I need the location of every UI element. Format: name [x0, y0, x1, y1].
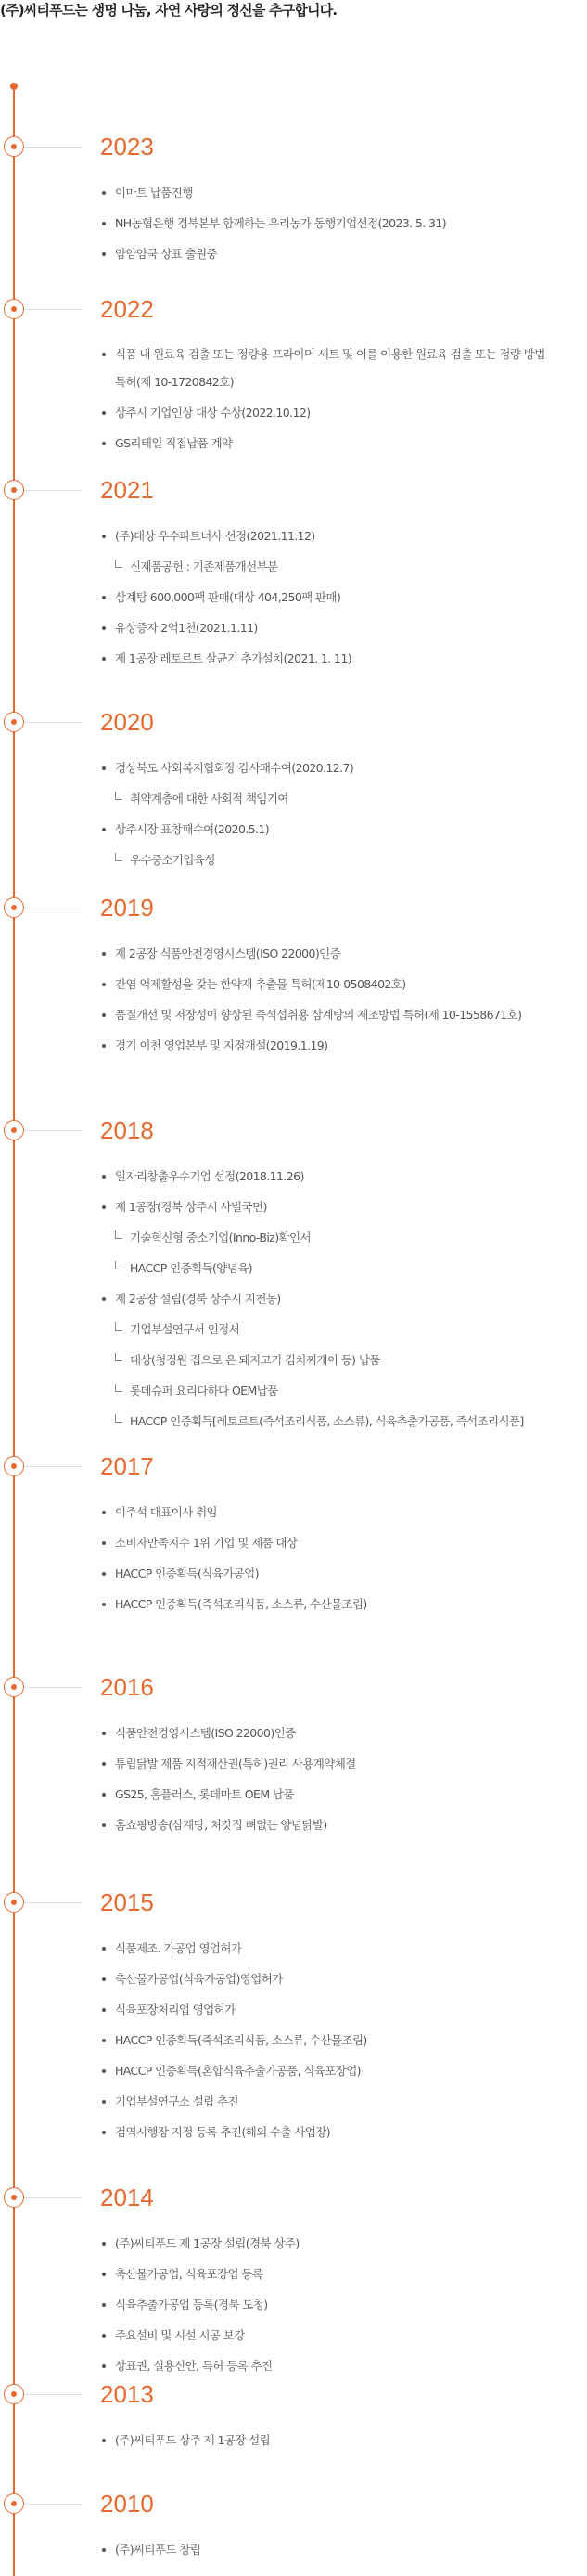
timeline-sub-entry [0, 1351, 587, 1369]
year-label: 2018 [100, 1116, 154, 1144]
timeline-entry [0, 1755, 587, 1772]
sub-item-arrow-icon [115, 1384, 122, 1392]
timeline-sub-entry [0, 1320, 587, 1338]
year-marker-icon [4, 2187, 24, 2208]
timeline-entry [0, 527, 587, 545]
timeline-entry [0, 1565, 587, 1582]
bullet-icon [102, 2242, 106, 2246]
timeline-entry [0, 2357, 587, 2375]
bullet-icon [102, 191, 106, 195]
bullet-icon [102, 1297, 106, 1301]
year-connector [24, 2394, 82, 2395]
bullet-icon [102, 2303, 106, 2307]
bullet-icon [102, 411, 106, 415]
year-connector [24, 2197, 82, 2198]
bullet-icon [102, 626, 106, 630]
bullet-icon [102, 1793, 106, 1797]
timeline-entry-text: 검역시행장 지정 등록 추진(해외 수출 사업장) [115, 2125, 330, 2139]
timeline-entry [0, 820, 587, 838]
year-label: 2010 [100, 2490, 154, 2518]
timeline-entry-text: HACCP 인증획득(혼합식육추출가공품, 식육포장업) [115, 2064, 361, 2078]
bullet-icon [102, 1762, 106, 1766]
sub-item-arrow-icon [115, 1322, 122, 1331]
sub-item-arrow-icon [115, 1230, 122, 1239]
timeline-entry-text: (주)씨티푸드 창립 [115, 2543, 201, 2557]
bullet-icon [102, 983, 106, 986]
timeline-entry [0, 1167, 587, 1185]
bullet-icon [102, 657, 106, 661]
timeline-entry-text: 유상증자 2억1천(2021.1.11) [115, 621, 258, 635]
year-entry-list [0, 759, 587, 882]
timeline-entry-text: 홈쇼핑방송(삼계탕, 처갓집 뼈없는 양념닭발) [115, 1818, 327, 1832]
year-connector [24, 1902, 82, 1903]
year-connector [24, 1466, 82, 1467]
year-connector [24, 490, 82, 491]
page-headline: (주)씨티푸드는 생명 나눔, 자연 사랑의 정신을 추구합니다. [0, 2, 338, 19]
year-entry-list [0, 945, 587, 1067]
timeline-sub-entry-text: 롯데슈퍼 요리다하다 OEM납품 [130, 1384, 278, 1397]
timeline-entry-text: 식품안전경영시스템(ISO 22000)인증 [115, 1726, 296, 1740]
bullet-icon [102, 252, 106, 256]
bullet-icon [102, 1977, 106, 1981]
timeline-entry [0, 2265, 587, 2283]
timeline-entry-text: (주)대상 우수파트너사 선정(2021.11.12) [115, 529, 315, 543]
year-entry-list [0, 2235, 587, 2388]
timeline-entry-text: 제 2공장 식품안전경영시스템(ISO 22000)인증 [115, 947, 341, 960]
year-entry-list [0, 1167, 587, 1443]
bullet-icon [102, 2364, 106, 2368]
sub-item-arrow-icon [115, 853, 122, 861]
sub-item-arrow-icon [115, 1414, 122, 1423]
year-label: 2014 [100, 2183, 154, 2211]
timeline-sub-entry-text: 우수중소기업육성 [130, 853, 215, 867]
year-marker-icon [4, 136, 24, 157]
year-label: 2016 [100, 1673, 154, 1701]
year-label: 2020 [100, 708, 154, 736]
year-connector [24, 1687, 82, 1688]
timeline-entry-text: 품질개선 및 저장성이 향상된 즉석섭취용 삼계탕의 제조방법 특허(제 10-1558671호) [115, 1008, 522, 1022]
year-marker-icon [4, 1892, 24, 1913]
year-connector [24, 2504, 82, 2505]
timeline-entry-text: 소비자만족지수 1위 기업 및 제품 대상 [115, 1536, 298, 1550]
timeline-entry-text: 간염 억제활성을 갖는 한약재 추출물 특허(제10-0508402호) [115, 977, 406, 991]
year-entry-list [0, 2431, 587, 2462]
timeline-sub-entry [0, 1412, 587, 1430]
sub-item-arrow-icon [115, 792, 122, 800]
year-marker-icon [4, 897, 24, 918]
timeline-entry-text: GS25, 홈플러스, 롯데마트 OEM 납품 [115, 1787, 294, 1801]
year-entry-list [0, 184, 587, 276]
timeline-entry [0, 588, 587, 606]
timeline-entry-text: HACCP 인증획득(즉석조리식품, 소스류, 수산물조림) [115, 2033, 367, 2047]
bullet-icon [102, 2334, 106, 2338]
timeline-sub-entry-text: HACCP 인증획득[레토르트(즉석조리식품, 소스류), 식육추출가공품, 즉석조리식품] [130, 1414, 524, 1428]
year-marker-icon [4, 299, 24, 319]
timeline-entry-text: 삼계탕 600,000팩 판매(대상 404,250팩 판매) [115, 590, 341, 604]
timeline-entry [0, 1939, 587, 1957]
bullet-icon [102, 1572, 106, 1576]
timeline-entry-text: 경기 이천 영업본부 및 지점개설(2019.1.19) [115, 1038, 328, 1052]
timeline-entry-text: 튜립닭발 제품 지적재산권(특허)권리 사용계약체결 [115, 1757, 356, 1771]
bullet-icon [102, 442, 106, 445]
timeline-entry [0, 1503, 587, 1521]
timeline-entry [0, 619, 587, 637]
timeline-sub-entry-text: 기업부설연구서 인정서 [130, 1322, 240, 1336]
timeline-entry [0, 2001, 587, 2018]
bullet-icon [102, 1511, 106, 1514]
timeline-entry [0, 1037, 587, 1054]
timeline-entry [0, 1198, 587, 1216]
year-label: 2013 [100, 2380, 154, 2408]
timeline-entry-text: NH농협은행 경북본부 함께하는 우리농가 동행기업선정(2023. 5. 31) [115, 216, 447, 230]
timeline-entry [0, 759, 587, 777]
timeline-entry-text: 제 1공장 레토르트 살균기 추가설치(2021. 1. 11) [115, 651, 352, 665]
year-marker-icon [4, 1120, 24, 1140]
timeline-entry-text: 주요설비 및 시설 시공 보강 [115, 2328, 245, 2342]
timeline-sub-entry-text: 기술혁신형 중소기업(Inno-Biz)확인서 [130, 1230, 311, 1244]
timeline-sub-entry-text: HACCP 인증획득(양념육) [130, 1261, 252, 1275]
timeline-sub-entry [0, 558, 587, 575]
timeline-entry [0, 1595, 587, 1613]
bullet-icon [102, 535, 106, 538]
year-label: 2017 [100, 1452, 154, 1480]
sub-item-arrow-icon [115, 1353, 122, 1361]
timeline-entry-text: 식품제조. 가공업 영업허가 [115, 1941, 242, 1955]
year-entry-list [0, 527, 587, 680]
bullet-icon [102, 2439, 106, 2442]
bullet-icon [102, 2008, 106, 2012]
timeline-entry [0, 184, 587, 201]
timeline-entry [0, 2062, 587, 2080]
bullet-icon [102, 1013, 106, 1017]
timeline-entry [0, 945, 587, 962]
bullet-icon [102, 1205, 106, 1209]
timeline-entry-text: 축산물가공업(식육가공업)영업허가 [115, 1972, 283, 1986]
timeline-entry [0, 1785, 587, 1803]
timeline-entry-text: (주)씨티푸드 제 1공장 설립(경북 상주) [115, 2236, 300, 2250]
timeline-entry-text: GS리테일 직접납품 계약 [115, 436, 233, 450]
bullet-icon [102, 1732, 106, 1735]
timeline-entry-text: 기업부설연구소 설립 추진 [115, 2094, 238, 2108]
year-connector [24, 147, 82, 148]
bullet-icon [102, 1947, 106, 1951]
timeline-entry [0, 341, 587, 396]
year-label: 2015 [100, 1888, 154, 1916]
bullet-icon [102, 1044, 106, 1048]
timeline-entry-text: HACCP 인증획득(식육가공업) [115, 1566, 259, 1580]
timeline-entry-text: 상주시장 표창패수여(2020.5.1) [115, 822, 270, 836]
timeline-entry-text: 상주시 기업인상 대상 수상(2022.10.12) [115, 406, 311, 419]
bullet-icon [102, 2069, 106, 2073]
timeline-entry-text: 이주석 대표이사 취임 [115, 1505, 218, 1519]
timeline-sub-entry-text: 취약계층에 대한 사회적 책임기여 [130, 792, 288, 805]
bullet-icon [102, 1603, 106, 1606]
sub-item-arrow-icon [115, 1261, 122, 1269]
year-connector [24, 1130, 82, 1131]
timeline-entry [0, 1724, 587, 1742]
bullet-icon [102, 2273, 106, 2276]
timeline-sub-entry [0, 1259, 587, 1277]
year-label: 2019 [100, 894, 154, 921]
timeline-entry-text: 제 2공장 설립(경북 상주시 지천동) [115, 1292, 281, 1306]
year-label: 2022 [100, 295, 154, 323]
year-entry-list [0, 2541, 587, 2571]
timeline-entry-text: (주)씨티푸드 상주 제 1공장 설립 [115, 2433, 271, 2447]
timeline-entry [0, 1534, 587, 1552]
timeline-entry [0, 2326, 587, 2344]
bullet-icon [102, 2039, 106, 2042]
year-marker-icon [4, 2493, 24, 2514]
bullet-icon [102, 222, 106, 225]
timeline-entry-text: 축산물가공업, 식육포장업 등록 [115, 2267, 263, 2281]
timeline-entry-text: 상표권, 실용신안, 특허 등록 추진 [115, 2359, 273, 2373]
timeline-entry-text: 얌얌얌쿡 상표 출원중 [115, 247, 218, 261]
timeline-sub-entry [0, 851, 587, 869]
timeline-entry-text: 제 1공장(경북 상주시 사벌국면) [115, 1200, 267, 1214]
bullet-icon [102, 353, 106, 356]
timeline-entry-text: HACCP 인증획득(즉석조리식품, 소스류, 수산물조림) [115, 1597, 367, 1611]
year-connector [24, 722, 82, 723]
year-label: 2023 [100, 133, 154, 161]
timeline-sub-entry [0, 1229, 587, 1246]
timeline-entry [0, 2431, 587, 2449]
bullet-icon [102, 828, 106, 831]
bullet-icon [102, 596, 106, 599]
timeline-entry [0, 1816, 587, 1834]
timeline-entry [0, 2541, 587, 2558]
timeline-sub-entry [0, 1382, 587, 1399]
timeline-entry [0, 245, 587, 263]
year-entry-list [0, 1503, 587, 1626]
bullet-icon [102, 2548, 106, 2552]
year-marker-icon [4, 480, 24, 500]
year-marker-icon [4, 1677, 24, 1697]
timeline-sub-entry [0, 790, 587, 807]
year-connector [24, 309, 82, 310]
timeline-entry [0, 1290, 587, 1307]
timeline-entry [0, 2296, 587, 2313]
timeline-entry [0, 1006, 587, 1024]
timeline-entry [0, 404, 587, 421]
year-label: 2021 [100, 476, 154, 504]
timeline-sub-entry-text: 대상(청정원 집으로 온 돼지고기 김치찌개이 등) 납품 [130, 1353, 380, 1367]
timeline-entry-text: 일자리창출우수기업 선정(2018.11.26) [115, 1169, 304, 1183]
timeline-entry [0, 2093, 587, 2110]
timeline-entry [0, 1970, 587, 1988]
timeline-entry [0, 650, 587, 667]
bullet-icon [102, 1175, 106, 1179]
year-entry-list [0, 1724, 587, 1847]
timeline-entry [0, 214, 587, 232]
timeline-start-dot [10, 83, 18, 90]
timeline-entry [0, 434, 587, 452]
timeline-entry [0, 2235, 587, 2252]
timeline-entry-text: 경상북도 사회복지협회장 감사패수여(2020.12.7) [115, 761, 354, 775]
sub-item-arrow-icon [115, 560, 122, 568]
timeline-entry [0, 2031, 587, 2049]
timeline-entry-text: 이마트 납품진행 [115, 186, 193, 200]
timeline-entry-text: 식품 내 원료육 검출 또는 정량용 프라이머 세트 및 이를 이용한 원료육 검출 또는 정량 방법 특허(제 10-1720842호) [115, 347, 545, 389]
year-entry-list [0, 1939, 587, 2154]
bullet-icon [102, 952, 106, 956]
timeline-entry-text: 식육추출가공업 등록(경북 도청) [115, 2298, 268, 2312]
bullet-icon [102, 1823, 106, 1827]
year-marker-icon [4, 1456, 24, 1476]
bullet-icon [102, 2100, 106, 2104]
bullet-icon [102, 2131, 106, 2134]
timeline-entry-text: 식육포장처리업 영업허가 [115, 2003, 236, 2016]
bullet-icon [102, 766, 106, 770]
timeline-entry [0, 975, 587, 993]
year-marker-icon [4, 712, 24, 732]
bullet-icon [102, 1541, 106, 1545]
year-marker-icon [4, 2384, 24, 2404]
timeline-entry [0, 2123, 587, 2141]
year-entry-list [0, 346, 587, 465]
timeline-sub-entry-text: 신제품공헌 : 기존제품개선부분 [130, 560, 278, 573]
